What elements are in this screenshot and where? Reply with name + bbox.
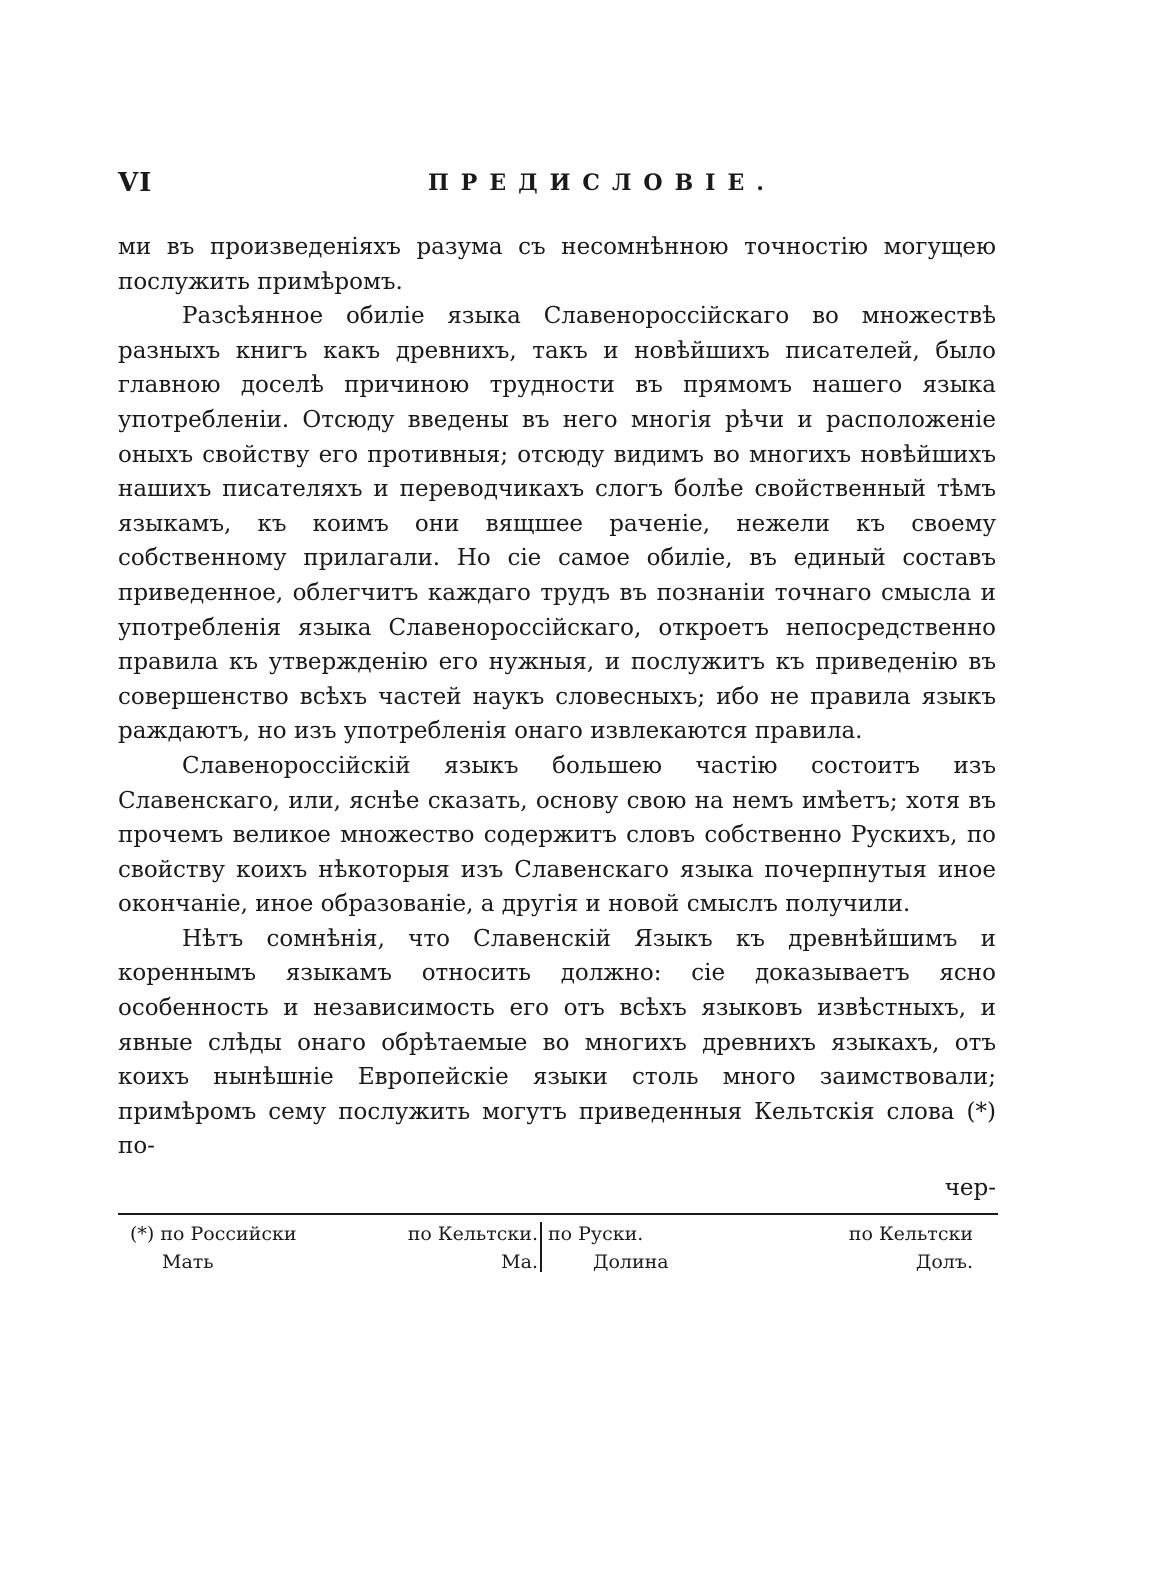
page-number: VI bbox=[118, 168, 153, 198]
footnote-divider bbox=[118, 1213, 998, 1215]
footnote-word: Долина bbox=[593, 1251, 669, 1273]
footnote-label: по Кельтски bbox=[848, 1223, 973, 1245]
footnote-label: по Руски. bbox=[548, 1223, 644, 1245]
footnote-label: (*) по Российски bbox=[130, 1223, 297, 1245]
footnote-russian-term bbox=[548, 1220, 669, 1276]
body-text bbox=[118, 230, 996, 1164]
footnote-label: по Кельтски. bbox=[407, 1223, 538, 1245]
paragraph-slavenorussian: Славенороссійскій языкъ большею частію состоитъ изъ Славенскаго, или, яснѣе сказать, основу свою на немъ имѣетъ; хотя въ прочемъ великое множество содержитъ словъ собственно Рускихъ, по свойству коихъ нѣкоторыя изъ Славенскаго языка почерпнутыя иное окончаніе, иное образованіе, а другія и новой смыслъ получили. bbox=[118, 752, 996, 918]
paragraph-continuation: ми въ произведеніяхъ разума съ несомнѣнною точностію могущею послужить примѣромъ. bbox=[118, 234, 996, 295]
page-header bbox=[118, 168, 1013, 208]
footnote-word: Долъ. bbox=[915, 1251, 973, 1273]
footnote-celtic-term bbox=[398, 1220, 538, 1276]
footnote-column-divider bbox=[540, 1222, 542, 1272]
running-title: ПРЕДИСЛОВІЕ. bbox=[428, 170, 776, 196]
footnote-word: Ма. bbox=[501, 1251, 538, 1273]
footnote-word: Мать bbox=[162, 1251, 214, 1273]
footnote-celtic-term bbox=[833, 1220, 973, 1276]
footnote-russian-term bbox=[130, 1220, 297, 1276]
footnote bbox=[118, 1220, 998, 1280]
catchword: чер- bbox=[944, 1175, 996, 1201]
paragraph-slavonic-antiquity: Нѣтъ сомнѣнія, что Славенскій Языкъ къ древнѣйшимъ и кореннымъ языкамъ относить должно: сіе доказываетъ ясно особенность и независимость его отъ всѣхъ языковъ извѣстныхъ, и явные слѣды онаго обрѣтаемые во многихъ древнихъ языкахъ, отъ коихъ нынѣшніе Европейскіе языки столь много заимствовали; примѣромъ сему послужить могутъ приведенныя Кельтскія слова (*) по- bbox=[118, 925, 996, 1160]
paragraph-abundance: Разсѣянное обиліе языка Славенороссійскаго во множествѣ разныхъ книгъ какъ древнихъ, такъ и новѣйшихъ писателей, было главною доселѣ причиною трудности въ прямомъ нашего языка употребленіи. Отсюду введены въ него многія рѣчи и расположеніе оныхъ свойству его противныя; отсюду видимъ во многихъ новѣйшихъ нашихъ писателяхъ и переводчикахъ слогъ болѣе свойственный тѣмъ языкамъ, къ коимъ они вящшее раченіе, нежели къ своему собственному прилагали. Но сіе самое обиліе, въ единый составъ приведенное, облегчитъ каждаго трудъ въ познаніи точнаго смысла и употребленія языка Славенороссійскаго, откроетъ непосредственно правила къ утвержденію его нужныя, и послужитъ къ приведенію въ совершенство всѣхъ частей наукъ словесныхъ; ибо не правила языкъ раждаютъ, но изъ употребленія онаго извлекаются правила. bbox=[118, 303, 996, 745]
